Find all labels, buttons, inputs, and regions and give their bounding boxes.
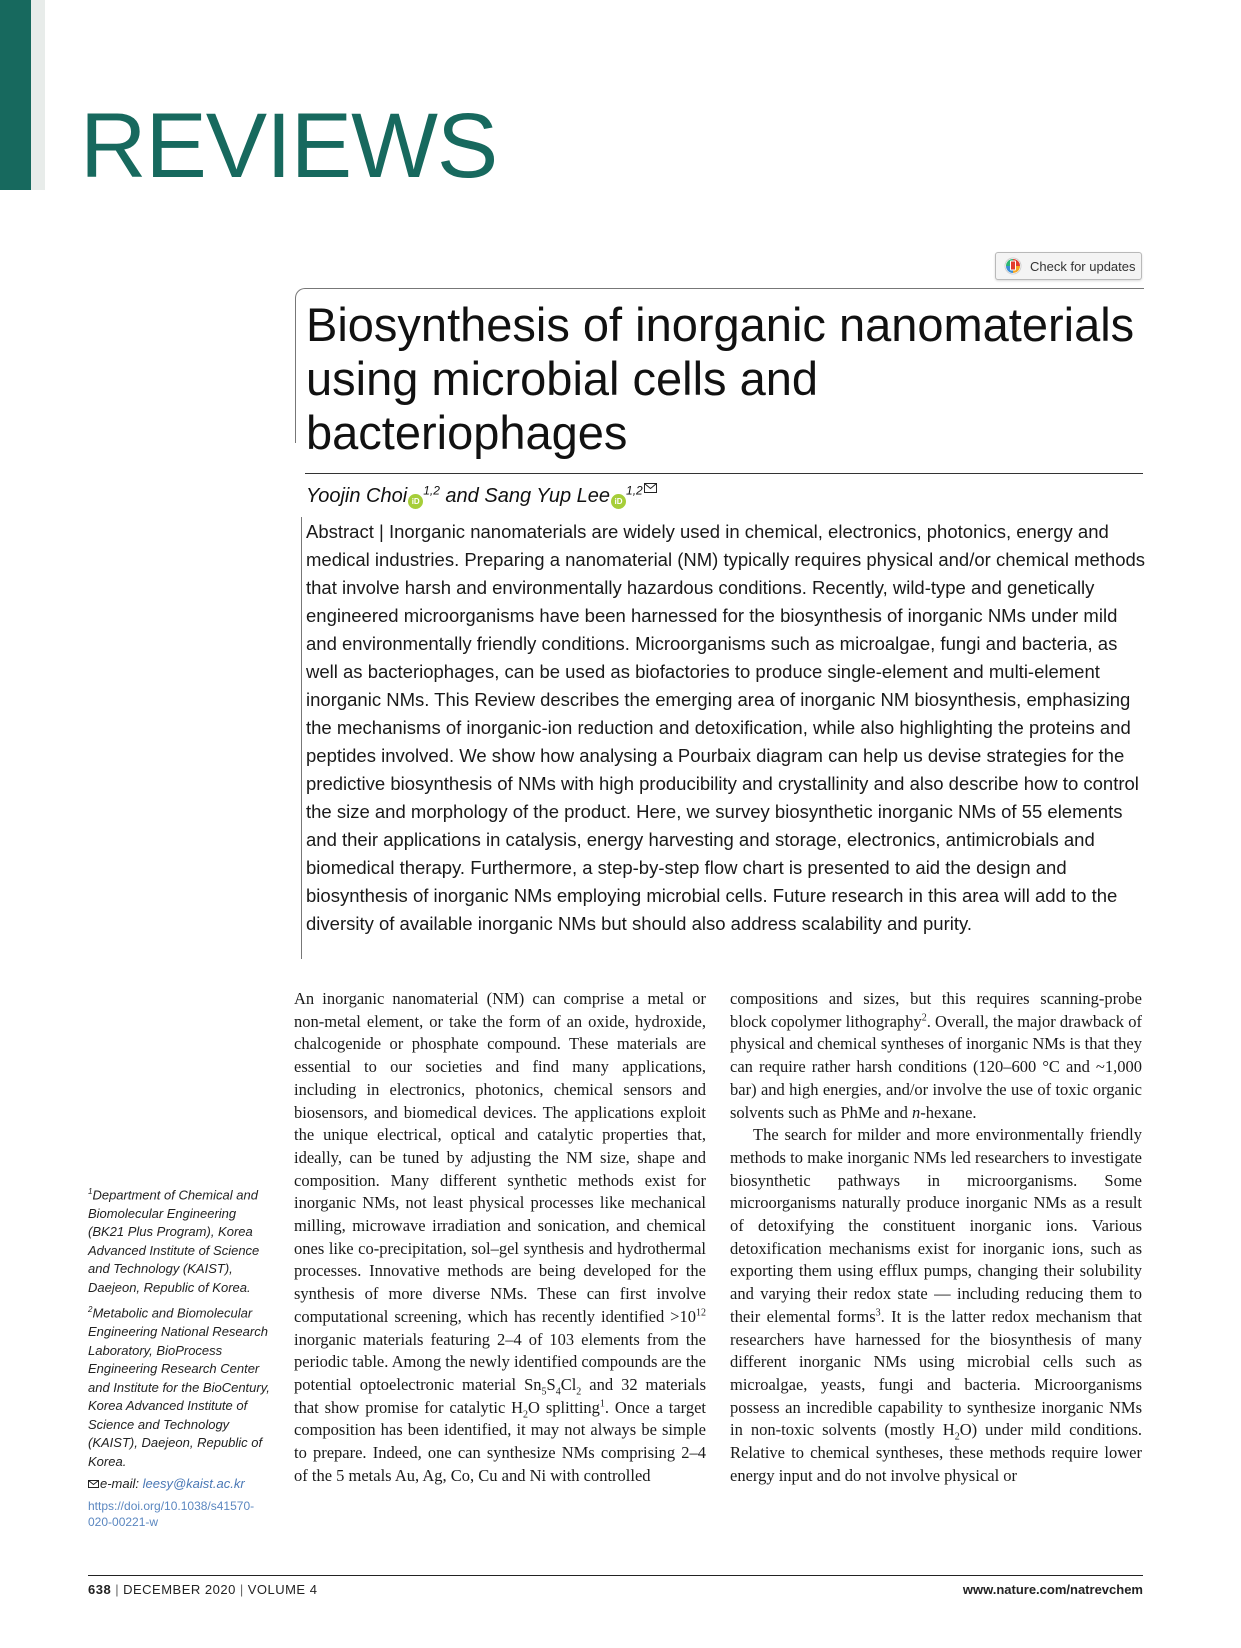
email-line	[88, 1475, 273, 1494]
section-label: REVIEWS	[80, 95, 498, 197]
check-for-updates-button[interactable]	[995, 252, 1142, 280]
doi-link[interactable]: https://doi.org/10.1038/s41570-020-00221-w	[88, 1498, 255, 1530]
article-title: Biosynthesis of inorganic nanomaterials using microbial cells and bacteriophages	[306, 298, 1135, 459]
abstract	[306, 518, 1146, 938]
body-paragraph: compositions and sizes, but this requires scanning-probe block copolymer lithography$^2$. Overall, the major drawback of physical and chemical syntheses of inorganic NMs is that they can require rather harsh conditions (120–600 °C and ~1,000 bar) and high energies, and/or involve the use of toxic organic solvents such as PhMe and n-hexane.	[730, 989, 1143, 1122]
journal-url[interactable]: www.nature.com/natrevchem	[962, 1582, 1143, 1597]
body-column-right	[730, 988, 1142, 1487]
reference-link[interactable]: 1	[599, 1398, 605, 1410]
mail-icon[interactable]	[643, 485, 657, 507]
volume: VOLUME 4	[247, 1582, 318, 1597]
reference-link[interactable]: 2	[921, 1012, 927, 1024]
crossmark-icon	[1004, 257, 1022, 275]
email-link[interactable]: leesy@kaist.ac.kr	[142, 1476, 245, 1492]
orcid-icon[interactable]: iD	[408, 494, 423, 509]
abstract-text: Inorganic nanomaterials are widely used in chemical, electronics, photonics, energy and medical industries. Preparing a nanomaterial (NM) typically requires physical and/or chemical methods that involve harsh and environmentally hazardous conditions. Recently, wild-type and genetically engineered microorganisms have been harnessed for the biosynthesis of inorganic NMs under mild and environmentally friendly conditions. Microorganisms such as microalgae, fungi and bacteria, as well as bacteriophages, can be used as biofactories to produce single-element and multi-element inorganic NMs. This Review describes the emerging area of inorganic NM biosynthesis, emphasizing the mechanisms of inorganic-ion reduction and detoxification, while also highlighting the proteins and peptides involved. We show how analysing a Pourbaix diagram can help us devise strategies for the predictive biosynthesis of NMs with high producibility and crystallinity and also describe how to control the size and morphology of the product. Here, we survey biosynthetic inorganic NMs of 55 elements and their applications in catalysis, energy harvesting and storage, electronics, antimicrobials and biomedical therapy. Furthermore, a step-by-step flow chart is presented to aid the design and biosynthesis of inorganic NMs employing microbial cells. Future research in this area will add to the diversity of available inorganic NMs but should also address scalability and purity.	[306, 521, 1146, 934]
issue-date: DECEMBER 2020	[123, 1582, 236, 1597]
check-for-updates-label: Check for updates	[1030, 258, 1136, 274]
author-affiliation-marker: 1,2	[423, 483, 440, 498]
affiliations-sidebar	[88, 1183, 273, 1535]
mail-icon	[88, 1475, 99, 1494]
affiliation: $^1$Department of Chemical and Biomolecular Engineering (BK21 Plus Program), Korea Advanced Institute of Science and Technology (KAIST), Daejeon, Republic of Korea.	[88, 1187, 260, 1295]
page-number: 638	[88, 1582, 112, 1597]
footer-divider	[88, 1575, 1143, 1576]
title-divider	[305, 473, 1143, 474]
footer-info: 638 | DECEMBER 2020 | VOLUME 4	[88, 1582, 318, 1597]
author-joiner: and	[439, 485, 485, 507]
reference-link[interactable]: 3	[875, 1307, 881, 1319]
author-affiliation-marker: 1,2	[626, 483, 643, 498]
section-color-bar	[0, 0, 31, 190]
body-column-left	[294, 988, 706, 1487]
affiliation: $^2$Metabolic and Biomolecular Engineering National Research Laboratory, BioProcess Engineering Research Center and Institute for the BioCentury, Korea Advanced Institute of Science and Technology (KAIST), Daejeon, Republic of Korea.	[88, 1305, 270, 1469]
body-paragraph: An inorganic nanomaterial (NM) can comprise a metal or non-metal element, or take the form of an oxide, hydroxide, chalcogenide or phosphate compound. These materials are essential to our societies and find many applications, including in electronics, photonics, chemical sensors and biosensors, and biomedical devices. The applications exploit the unique electrical, optical and catalytic properties that, ideally, can be tuned by adjusting the NM size, shape and composition. Many different synthetic methods exist for inorganic NMs, not least physical processes like mechanical milling, microwave irradiation and sonication, and chemical ones like co-precipitation, sol–gel synthesis and hydrothermal processes. Innovative methods are being developed for the synthesis of more diverse NMs. These can first involve computational screening, which has recently identified $>10^{12}$ inorganic materials featuring 2–4 of 103 elements from the periodic table. Among the newly identified compounds are the potential optoelectronic material $Sn_5S_4Cl_2$ and 32 materials that show promise for catalytic $H_2O$ splitting$^1$. Once a target composition has been identified, it may not always be simple to prepare. Indeed, one can synthesize NMs comprising 2–4 of the 5 metals Au, Ag, Co, Cu and Ni with controlled	[294, 989, 707, 1485]
author-line	[306, 483, 657, 509]
author-name[interactable]: Sang Yup Lee	[484, 485, 611, 507]
abstract-side-rule	[301, 517, 302, 959]
body-paragraph: The search for milder and more environmentally friendly methods to make inorganic NMs led researchers to investigate biosynthetic pathways in microorganisms. Some microorganisms naturally produce inorganic NMs as a result of detoxifying the constituent inorganic ions. Various detoxification mechanisms exist for inorganic ions, such as exporting them using efflux pumps, changing their solubility and varying their redox state — including reducing them to their elemental forms$^3$. It is the latter redox mechanism that researchers have harnessed for the biosynthesis of many different inorganic NMs using microbial cells such as microalgae, yeasts, fungi and bacteria. Microorganisms possess an incredible capability to synthesize inorganic NMs in non-toxic solvents (mostly $H_2O$) under mild conditions. Relative to chemical syntheses, these methods require lower energy input and do not involve physical or	[730, 1125, 1142, 1485]
section-color-bar-light	[31, 0, 45, 190]
author-name[interactable]: Yoojin Choi	[306, 485, 408, 507]
email-label: e-mail:	[100, 1476, 143, 1492]
abstract-label: Abstract |	[306, 521, 389, 542]
orcid-icon[interactable]: iD	[611, 494, 626, 509]
